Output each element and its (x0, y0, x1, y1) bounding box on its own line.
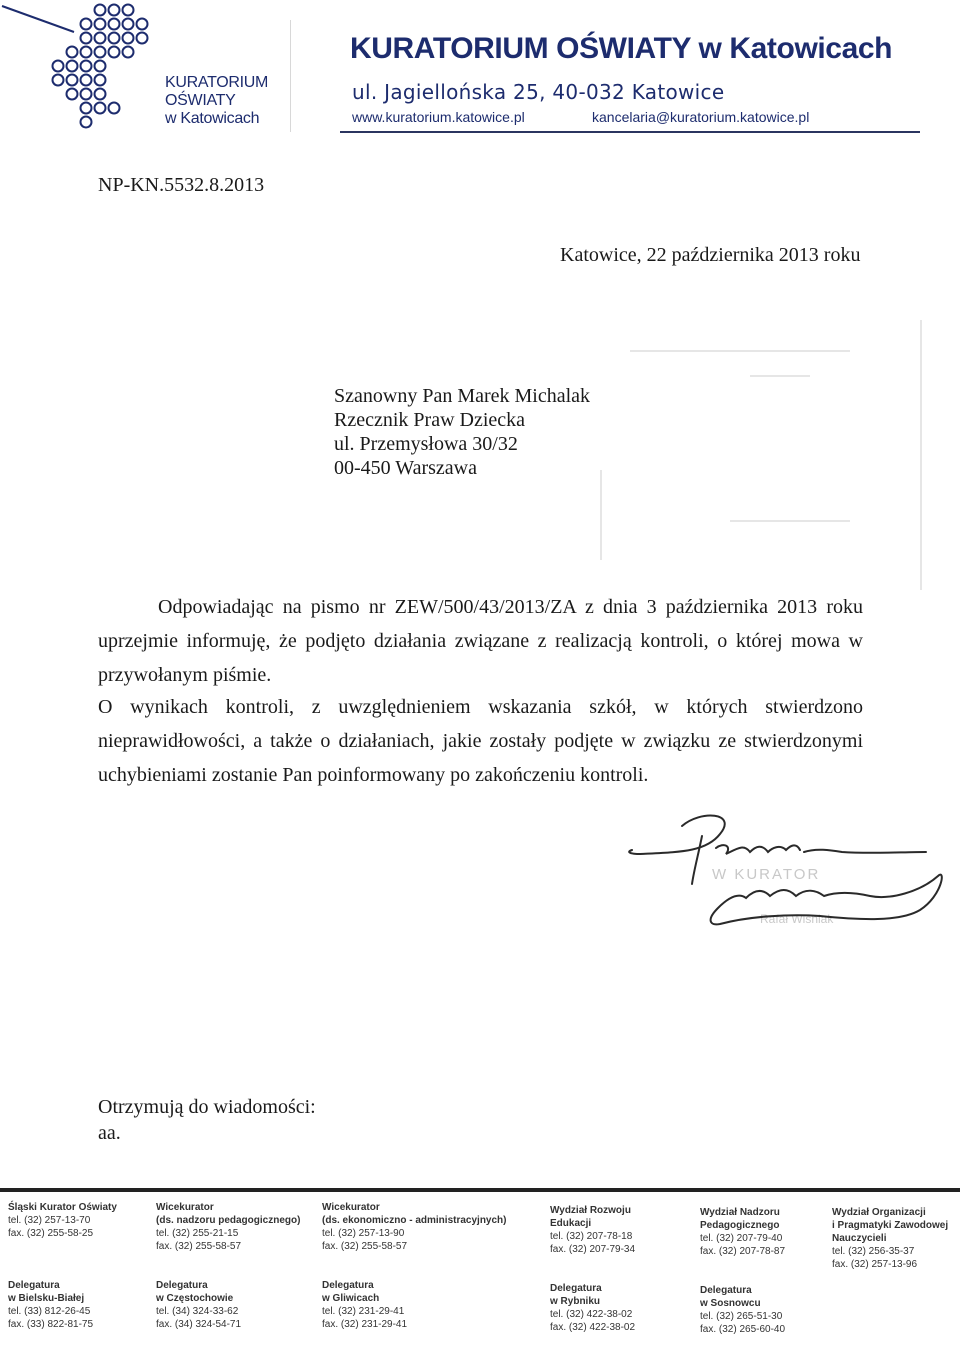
logo-dot (95, 61, 106, 72)
recipient-address (334, 384, 590, 480)
footer-line: (ds. ekonomiczno - administracyjnych) (322, 1215, 507, 1226)
logo-dot (137, 33, 148, 44)
footer-line: fax. (34) 324-54-71 (156, 1319, 242, 1330)
footer-delegation-rybnik (550, 1282, 635, 1334)
logo-dot (81, 19, 92, 30)
org-website-link[interactable]: www.kuratorium.katowice.pl (352, 109, 525, 125)
footer-line: tel. (32) 257-13-90 (322, 1228, 405, 1239)
logo-dot (95, 103, 106, 114)
footer-line: fax. (32) 422-38-02 (550, 1322, 636, 1333)
footer-line: Wicekurator (156, 1202, 214, 1213)
logo-wordmark (165, 74, 268, 128)
footer-line: w Bielsku-Białej (8, 1293, 85, 1304)
recipient-line: Szanowny Pan Marek Michalak (334, 385, 591, 407)
logo-dot (81, 47, 92, 58)
logo-dot (123, 33, 134, 44)
logo-dot (95, 47, 106, 58)
footer-line: Wydział Organizacji (832, 1207, 926, 1218)
footer-line: Delegatura (156, 1280, 208, 1291)
footer-line: Edukacji (550, 1218, 592, 1229)
footer-line: tel. (32) 256-35-37 (832, 1246, 915, 1257)
footer-line: Delegatura (550, 1283, 602, 1294)
footer-contact-curator (8, 1201, 117, 1240)
footer-line: tel. (32) 231-29-41 (322, 1306, 405, 1317)
recipient-line: ul. Przemysłowa 30/32 (334, 433, 518, 455)
logo-dot (81, 89, 92, 100)
logo-dot (53, 61, 64, 72)
logo-dot (67, 89, 78, 100)
footer-contact-teachers-dept (832, 1206, 948, 1271)
logo-dot (67, 47, 78, 58)
org-name: KURATORIUM OŚWIATY w Katowicach (350, 32, 893, 65)
recipient-line: Rzecznik Praw Dziecka (334, 409, 526, 431)
footer-line: Wydział Nadzoru (700, 1207, 780, 1218)
logo-dot (109, 33, 120, 44)
footer-line: tel. (32) 257-13-70 (8, 1215, 91, 1226)
place-date: Katowice, 22 października 2013 roku (560, 244, 861, 266)
logo-dot (109, 5, 120, 16)
logo-dot (95, 19, 106, 30)
footer-line: fax. (32) 265-60-40 (700, 1324, 786, 1335)
footer-line: fax. (33) 822-81-75 (8, 1319, 94, 1330)
footer-line: tel. (34) 324-33-62 (156, 1306, 239, 1317)
footer-line: tel. (32) 422-38-02 (550, 1309, 633, 1320)
footer-line: fax. (32) 231-29-41 (322, 1319, 408, 1330)
logo-dot (81, 103, 92, 114)
footer-contact-vice-pedagogical (156, 1201, 300, 1253)
logo-dot (95, 33, 106, 44)
footer-rule (0, 1188, 960, 1192)
footer-line: fax. (32) 207-78-87 (700, 1246, 786, 1257)
header-divider (290, 20, 291, 132)
footer-line: fax. (32) 255-58-57 (156, 1241, 242, 1252)
logo-line: OŚWIATY (165, 92, 236, 109)
logo-dot (109, 47, 120, 58)
footer-line: tel. (32) 207-78-18 (550, 1231, 633, 1242)
footer-line: Nauczycieli (832, 1233, 887, 1244)
org-address: ul. Jagiellońska 25, 40-032 Katowice (352, 80, 725, 104)
footer-line: w Gliwicach (322, 1293, 380, 1304)
footer-line: Pedagogicznego (700, 1220, 780, 1231)
footer-line: Wicekurator (322, 1202, 380, 1213)
footer-line: w Sosnowcu (700, 1298, 761, 1309)
footer-line: Wydział Rozwoju (550, 1205, 631, 1216)
body-paragraph-2: O wynikach kontroli, z uwzględnieniem wskazania szkół, w których stwierdzono nieprawidłowości, a także o działaniach, jakie zostały podjęte w związku ze stwierdzonymi uchybieniami zostanie Pan poinformowany po zakończeniu kontroli. (98, 696, 863, 786)
footer-line: Delegatura (8, 1280, 60, 1291)
logo-dot (81, 75, 92, 86)
logo-dot (95, 5, 106, 16)
logo-dot (123, 5, 134, 16)
logo-dot (67, 61, 78, 72)
logo-dot (81, 117, 92, 128)
footer-delegation-bielsko (8, 1279, 93, 1331)
reference-number: NP-KN.5532.8.2013 (98, 174, 265, 196)
cc-value: aa. (98, 1122, 121, 1144)
footer-line: fax. (32) 257-13-96 (832, 1259, 918, 1270)
footer-line: i Pragmatyki Zawodowej (832, 1220, 949, 1231)
logo-dot (109, 19, 120, 30)
logo-line: w Katowicach (165, 110, 260, 127)
footer-line: w Rybniku (550, 1296, 601, 1307)
footer-line: tel. (33) 812-26-45 (8, 1306, 91, 1317)
footer-line: Delegatura (322, 1280, 374, 1291)
footer-line: fax. (32) 255-58-57 (322, 1241, 408, 1252)
footer-line: tel. (32) 265-51-30 (700, 1311, 783, 1322)
footer-line: Śląski Kurator Oświaty (8, 1202, 117, 1213)
footer-contact-education-dept (550, 1204, 635, 1256)
logo-dot (123, 19, 134, 30)
org-email-link[interactable]: kancelaria@kuratorium.katowice.pl (592, 109, 810, 125)
cc-block (98, 1094, 316, 1146)
footer-line: fax. (32) 207-79-34 (550, 1244, 636, 1255)
footer-contact-vice-admin (322, 1201, 506, 1253)
logo-dot (81, 33, 92, 44)
logo-dot (123, 47, 134, 58)
body-paragraph-1: Odpowiadając na pismo nr ZEW/500/43/2013/ZA z dnia 3 października 2013 roku uprzejmie informuję, że podjęto działania związane z realizacją kontroli, o której mowa w przywołanym piśmie. (98, 596, 863, 686)
logo-dot (53, 75, 64, 86)
logo-dot (137, 19, 148, 30)
footer-delegation-sosnowiec (700, 1284, 785, 1336)
footer-line: w Częstochowie (156, 1293, 234, 1304)
signature: W KURATOR Rafał Wiśniak (620, 808, 950, 938)
footer-line: tel. (32) 207-79-40 (700, 1233, 783, 1244)
logo-dot (81, 61, 92, 72)
footer-line: Delegatura (700, 1285, 752, 1296)
footer-contact-supervision-dept (700, 1206, 785, 1258)
cc-label: Otrzymują do wiadomości: (98, 1096, 316, 1118)
footer-delegation-gliwice (322, 1279, 407, 1331)
logo-dot (95, 89, 106, 100)
logo-line: KURATORIUM (165, 74, 269, 91)
footer-line: tel. (32) 255-21-15 (156, 1228, 239, 1239)
footer-line: (ds. nadzoru pedagogicznego) (156, 1215, 301, 1226)
footer-delegation-czestochowa (156, 1279, 241, 1331)
faint-stamp (600, 320, 930, 590)
header-rule (340, 131, 920, 133)
logo-dot (67, 75, 78, 86)
logo-dot (109, 103, 120, 114)
kuratorium-logo (0, 0, 160, 140)
logo-dot (95, 75, 106, 86)
recipient-line: 00-450 Warszawa (334, 457, 477, 479)
footer-line: fax. (32) 255-58-25 (8, 1228, 94, 1239)
